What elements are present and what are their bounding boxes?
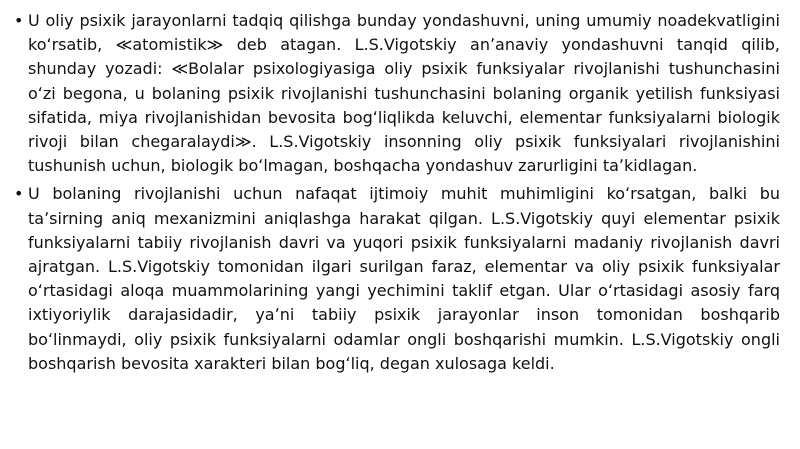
bullet-item-2 — [16, 182, 780, 376]
paragraph-2-text: U bolaning rivojlanishi uchun nafaqat ijtimoiy muhit muhimligini koʻrsatgan, balki bu taʼsirning aniq mexanizmini aniqlashga harakat qilgan. L.S.Vigotskiy quyi elementar psixik funksiyalarni tabiiy rivojlanish davri va yuqori psixik funksiyalarni madaniy rivojlanish davri ajratgan. L.S.Vigotskiy tomonidan ilgari surilgan faraz, elementar va oliy psixik funksiyalar oʻrtasidagi aloqa muammolarining yangi yechimini taklif etgan. Ular oʻrtasidagi asosiy farq ixtiyoriylik darajasidadir, yaʼni tabiiy psixik jarayonlar inson tomonidan boshqarib boʻlinmaydi, oliy psixik funksiyalarni odamlar ongli boshqarishi mumkin. L.S.Vigotskiy ongli boshqarish bevosita xarakteri bilan bogʻliq, degan xulosaga keldi. — [28, 184, 780, 373]
paragraph-1-text: U oliy psixik jarayonlarni tadqiq qilishga bunday yondashuvni, uning umumiy noadekvatligini koʻrsatib, ≪atomistik≫ deb atagan. L.S.Vigotskiy anʼanaviy yondashuvni tanqid qilib, shunday yozadi: ≪Bolalar psixologiyasiga oliy psixik funksiyalar rivojlanishi tushunchasini oʻzi begona, u bolaning psixik rivojlanishi tushunchasini bolaning organik yetilish funksiyasi sifatida, miya rivojlanishidan bevosita bogʻliqlikda keluvchi, elementar funksiyalarni biologik rivoji bilan chegaralaydi≫. L.S.Vigotskiy insonning oliy psixik funksiyalari rivojlanishini tushunish uchun, biologik boʻlmagan, boshqacha yondashuv zarurligini taʼkidlagan. — [28, 11, 780, 176]
bullet-dot: • — [14, 11, 24, 30]
bullet-item-1 — [16, 9, 780, 178]
bullet-list — [16, 9, 780, 380]
bullet-dot: • — [14, 184, 24, 204]
